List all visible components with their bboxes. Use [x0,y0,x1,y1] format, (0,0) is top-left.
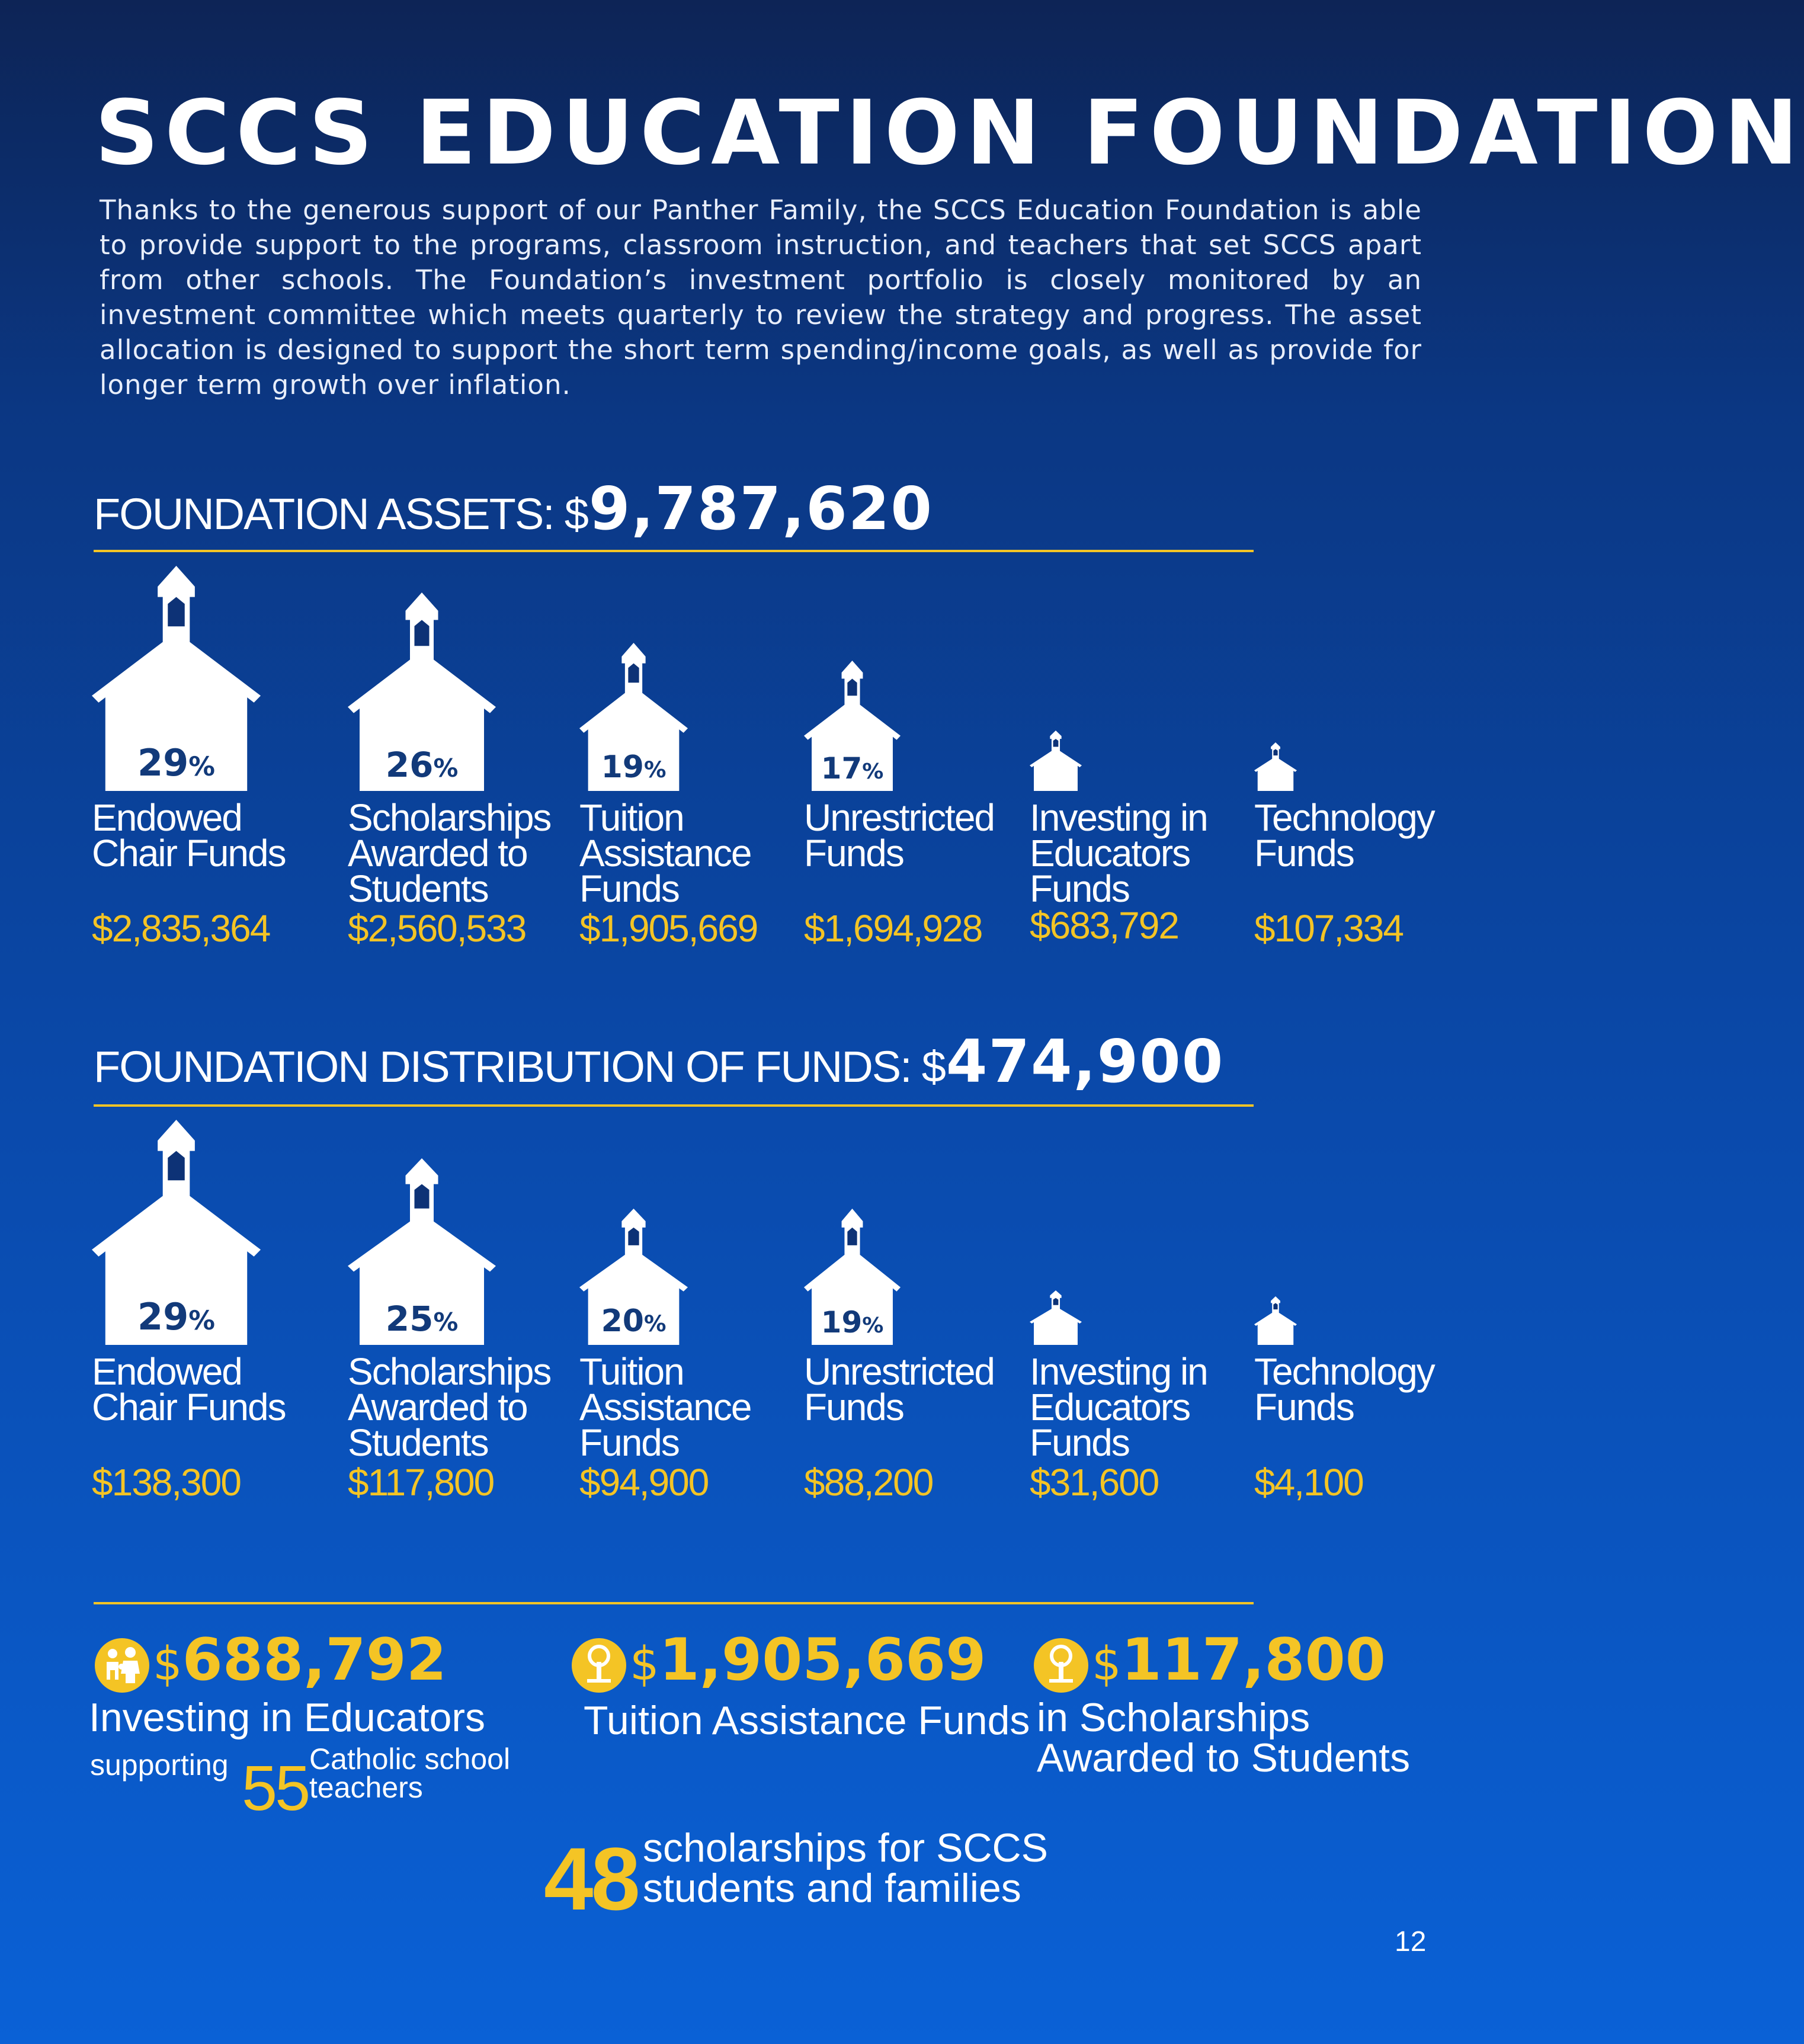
distribution-percent-value: 19 [821,1305,863,1340]
scholarship-count-text-1: scholarships for SCCS [643,1825,1049,1870]
distribution-percent-sign: % [643,1310,667,1337]
assets-total: 9,787,620 [588,474,933,543]
highlights-divider [94,1602,1254,1604]
schoolhouse-icon [348,1158,496,1345]
schoolhouse-icon [92,1120,261,1345]
schoolhouse-icon [804,1209,901,1345]
educators-count: 55 [242,1752,309,1824]
schoolhouse-icon [1030,1290,1082,1345]
scholarships-amount-value: 117,800 [1121,1626,1386,1694]
tuition-title: Tuition Assistance Funds [584,1698,1030,1743]
assets-percent [348,745,496,785]
assets-percent-sign: % [862,759,884,784]
distribution-fund-label: Tuition Assistance Funds [579,1350,751,1464]
assets-percent [92,741,261,784]
assets-percent-sign: % [188,751,215,783]
scholarship-count: 48 [544,1829,638,1928]
assets-fund-amount: $1,694,928 [804,907,982,950]
schoolhouse-icon [92,566,261,791]
distribution-fund-label: Unrestricted Funds [804,1350,994,1428]
assets-fund-label: Scholarships Awarded to Students [348,796,551,910]
educators-count-label [309,1742,511,1804]
tuition-amount-value: 1,905,669 [659,1626,986,1694]
assets-fund-amount: $2,835,364 [92,907,270,950]
distribution-percent-value: 29 [137,1295,189,1339]
distribution-percent [348,1299,496,1339]
tuition-amount [630,1626,986,1694]
schoolhouse-icon [579,643,688,791]
schoolhouse-icon [1254,742,1297,791]
educators-amount [153,1626,447,1694]
distribution-dollar-sign: $ [921,1042,946,1091]
distribution-fund-amount: $94,900 [579,1461,709,1504]
assets-percent-value: 26 [385,744,434,785]
distribution-fund-label: Investing in Educators Funds [1030,1350,1207,1464]
distribution-percent-sign: % [862,1313,884,1338]
distribution-percent [92,1295,261,1338]
assets-heading-label: FOUNDATION ASSETS: [94,489,554,539]
distribution-divider [94,1104,1254,1107]
assets-fund-label: Tuition Assistance Funds [579,796,751,910]
distribution-heading [94,1027,1224,1096]
distribution-fund-amount: $88,200 [804,1461,933,1504]
educators-count-label-2: teachers [309,1771,423,1804]
assets-percent [804,751,901,786]
assets-fund-amount: $1,905,669 [579,907,758,950]
scholarships-dollar: $ [1092,1638,1122,1691]
schoolhouse-icon [1030,731,1082,791]
scholarships-title [1037,1697,1410,1778]
educators-amount-value: 688,792 [182,1626,447,1694]
distribution-percent-sign: % [188,1305,215,1337]
scholarships-amount [1092,1626,1386,1694]
distribution-percent-sign: % [433,1307,459,1337]
assets-percent-sign: % [643,756,667,783]
tree-icon [572,1638,626,1693]
distribution-percent [579,1303,688,1339]
assets-percent-value: 29 [137,741,189,785]
assets-fund-amount: $107,334 [1254,907,1403,950]
tuition-dollar: $ [630,1638,659,1691]
assets-percent-value: 19 [601,749,644,785]
distribution-percent-value: 20 [601,1303,644,1339]
intro-paragraph: Thanks to the generous support of our Panther Family, the SCCS Education Foundation is able to provide support to the programs, classroom instruction, and teachers that set SCCS apart from other schools. The Foundation’s investment portfolio is closely monitored by an investment committee which meets quarterly to review the strategy and progress. The asset allocation is designed to support the short term spending/income goals, as well as provide for longer term growth over inflation. [100,194,1422,401]
distribution-heading-label: FOUNDATION DISTRIBUTION OF FUNDS: [94,1042,911,1091]
assets-fund-amount: $2,560,533 [348,907,526,950]
assets-fund-amount: $683,792 [1030,904,1178,947]
educators-supporting: supporting [90,1748,229,1782]
distribution-percent [804,1305,901,1340]
assets-fund-label: Unrestricted Funds [804,796,994,874]
assets-divider [94,550,1254,552]
scholarships-title-2: Awarded to Students [1037,1735,1411,1780]
assets-fund-label: Investing in Educators Funds [1030,796,1207,910]
assets-percent [579,749,688,785]
educators-dollar: $ [153,1638,182,1691]
distribution-fund-label: Technology Funds [1254,1350,1434,1428]
distribution-fund-label: Endowed Chair Funds [92,1350,286,1428]
assets-fund-label: Endowed Chair Funds [92,796,286,874]
scholarship-count-text [643,1825,1049,1911]
family-icon [95,1638,149,1693]
schoolhouse-icon [579,1209,688,1345]
assets-fund-label: Technology Funds [1254,796,1434,874]
assets-percent-value: 17 [821,751,863,786]
educators-count-label-1: Catholic school [309,1742,511,1776]
distribution-total: 474,900 [946,1027,1225,1096]
distribution-fund-amount: $4,100 [1254,1461,1363,1504]
assets-dollar-sign: $ [564,489,589,539]
educators-title: Investing in Educators [89,1695,486,1740]
schoolhouse-icon [1254,1296,1297,1345]
distribution-percent-value: 25 [385,1298,434,1339]
schoolhouse-icon [348,592,496,791]
distribution-fund-amount: $138,300 [92,1461,241,1504]
page-number: 12 [1395,1926,1427,1958]
page-title: SCCS EDUCATION FOUNDATION [95,82,1804,185]
tree-icon [1034,1638,1088,1693]
assets-percent-sign: % [433,753,459,783]
scholarship-count-text-2: students and families [643,1866,1021,1911]
scholarships-title-1: in Scholarships [1037,1695,1310,1740]
distribution-fund-amount: $31,600 [1030,1461,1159,1504]
distribution-fund-label: Scholarships Awarded to Students [348,1350,551,1464]
assets-heading [94,474,933,543]
distribution-fund-amount: $117,800 [348,1461,494,1504]
schoolhouse-icon [804,661,901,791]
